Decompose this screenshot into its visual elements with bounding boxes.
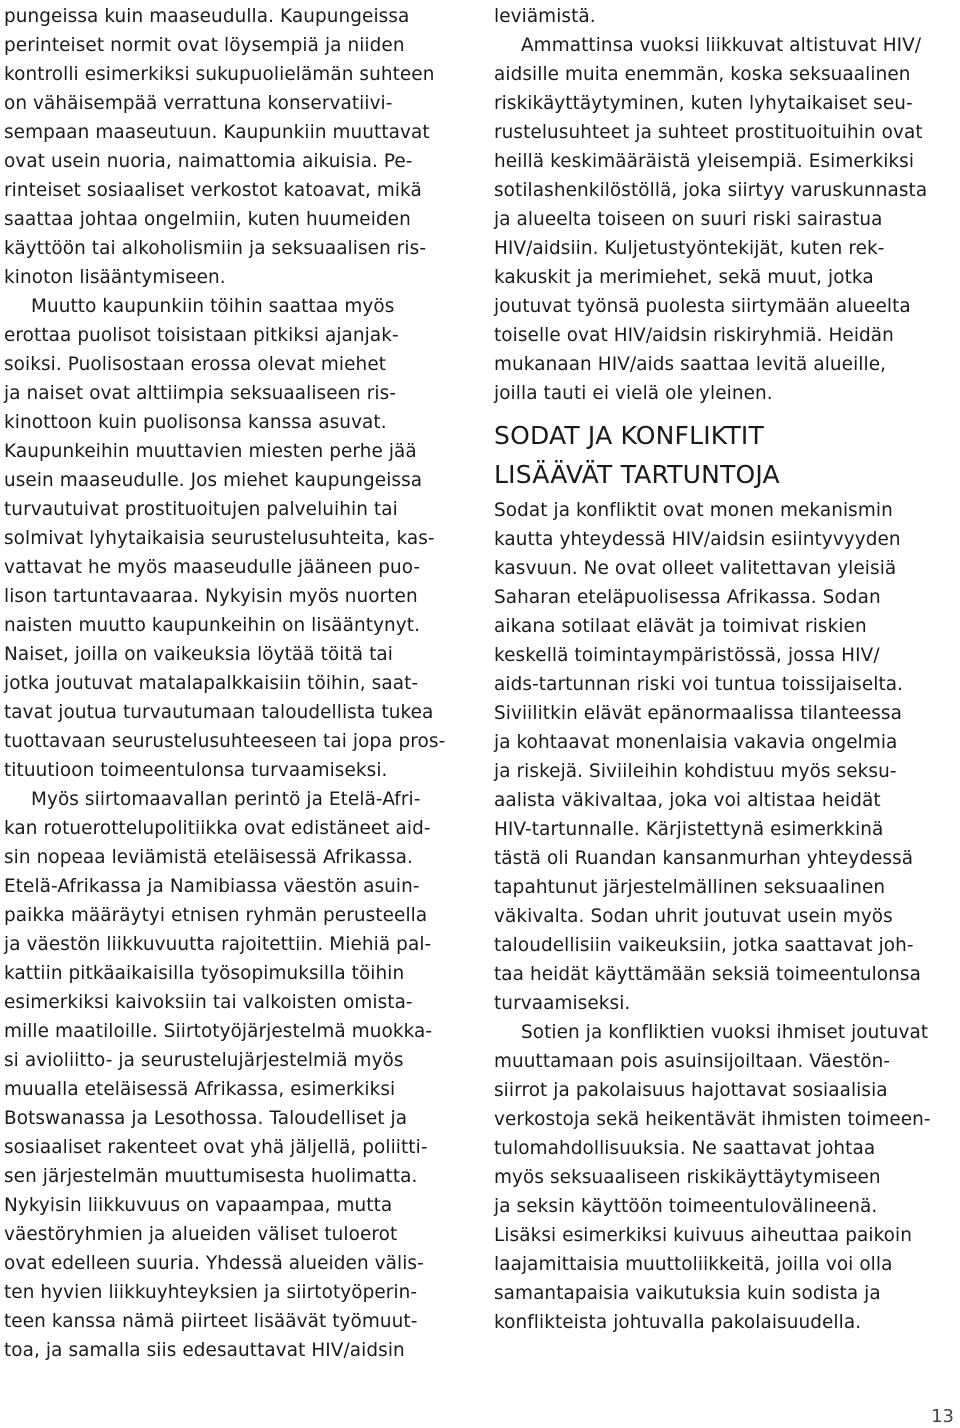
right-column-text-after-heading xyxy=(494,496,956,1337)
text-line: leviämistä. xyxy=(494,6,596,27)
right-text-column xyxy=(494,2,956,1337)
text-line: turvautuivat prostituoitujen palveluihin tai xyxy=(4,499,398,520)
text-line: aidsille muita enemmän, koska seksuaalinen xyxy=(494,64,911,85)
text-line: aalista väkivaltaa, joka voi altistaa heidät xyxy=(494,790,881,811)
text-line: samantapaisia vaikutuksia kuin sodista ja xyxy=(494,1283,881,1304)
text-line: Saharan eteläpuolisessa Afrikassa. Sodan xyxy=(494,587,881,608)
text-line: aids-tartunnan riski voi tuntua toissijaiselta. xyxy=(494,674,904,695)
text-line: taa heidät käyttämään seksiä toimeentulonsa xyxy=(494,964,921,985)
text-line: ovat edelleen suuria. Yhdessä alueiden välis- xyxy=(4,1253,424,1274)
text-line: kautta yhteydessä HIV/aidsin esiintyvyyden xyxy=(494,529,901,550)
text-line: väestöryhmien ja alueiden väliset tuloerot xyxy=(4,1224,398,1245)
text-line: ja väestön liikkuvuutta rajoitettiin. Miehiä pal- xyxy=(4,934,432,955)
text-line: keskellä toimintaympäristössä, jossa HIV/ xyxy=(494,645,880,666)
text-line: kattiin pitkäaikaisilla työsopimuksilla töihin xyxy=(4,963,405,984)
text-line: usein maaseudulle. Jos miehet kaupungeissa xyxy=(4,470,423,491)
text-line: laajamittaisia muuttoliikkeitä, joilla voi olla xyxy=(494,1254,893,1275)
text-line: Siviilitkin elävät epänormaalissa tilanteessa xyxy=(494,703,902,724)
text-line: tuottavaan seurustelusuhteeseen tai jopa pros- xyxy=(4,731,446,752)
text-line: rinteiset sosiaaliset verkostot katoavat, mikä xyxy=(4,180,422,201)
heading-line: LISÄÄVÄT TARTUNTOJA xyxy=(494,460,780,489)
text-line: toiselle ovat HIV/aidsin riskiryhmiä. Heidän xyxy=(494,325,894,346)
text-line: Naiset, joilla on vaikeuksia löytää töitä tai xyxy=(4,644,394,665)
right-column-text-before-heading xyxy=(494,2,956,408)
text-line: tavat joutua turvautumaan taloudellista tukea xyxy=(4,702,434,723)
text-line: sosiaaliset rakenteet ovat yhä jäljellä, poliitti- xyxy=(4,1137,428,1158)
text-line: kinoton lisääntymiseen. xyxy=(4,267,226,288)
text-line: rustelusuhteet ja suhteet prostituoituihin ovat xyxy=(494,122,923,143)
text-line: väkivalta. Sodan uhrit joutuvat usein myös xyxy=(494,906,893,927)
text-line: ja riskejä. Siviileihin kohdistuu myös seksu- xyxy=(494,761,897,782)
text-line: mille maatiloille. Siirtotyöjärjestelmä muokka- xyxy=(4,1021,433,1042)
text-line: ja kohtaavat monenlaisia vakavia ongelmia xyxy=(494,732,898,753)
text-line: si avioliitto- ja seurustelujärjestelmiä myös xyxy=(4,1050,404,1071)
text-line: tästä oli Ruandan kansanmurhan yhteydessä xyxy=(494,848,914,869)
left-text-column xyxy=(4,2,466,1365)
text-line: vattavat he myös maaseudulle jääneen puo- xyxy=(4,557,421,578)
text-line: kasvuun. Ne ovat olleet valitettavan yleisiä xyxy=(494,558,897,579)
text-line: HIV/aidsiin. Kuljetustyöntekijät, kuten rek- xyxy=(494,238,885,259)
text-line: myös seksuaaliseen riskikäyttäytymiseen xyxy=(494,1167,881,1188)
text-line: erottaa puolisot toisistaan pitkiksi ajanjak- xyxy=(4,325,399,346)
text-line: Ammattinsa vuoksi liikkuvat altistuvat HIV/ xyxy=(521,35,922,56)
text-line: pungeissa kuin maaseudulla. Kaupungeissa xyxy=(4,6,410,27)
text-line: paikka määräytyi etnisen ryhmän perusteella xyxy=(4,905,428,926)
text-line: Sotien ja konfliktien vuoksi ihmiset joutuvat xyxy=(521,1022,929,1043)
text-line: kakuskit ja merimiehet, sekä muut, jotka xyxy=(494,267,874,288)
text-line: turvaamiseksi. xyxy=(494,993,631,1014)
text-line: jotka joutuvat matalapalkkaisiin töihin, saat- xyxy=(4,673,419,694)
text-line: heillä keskimääräistä yleisempiä. Esimerkiksi xyxy=(494,151,915,172)
text-line: perinteiset normit ovat löysempiä ja niiden xyxy=(4,35,405,56)
text-line: Etelä-Afrikassa ja Namibiassa väestön asuin- xyxy=(4,876,420,897)
text-line: saattaa johtaa ongelmiin, kuten huumeiden xyxy=(4,209,411,230)
text-line: kan rotuerottelupolitiikka ovat edistäneet aid- xyxy=(4,818,431,839)
text-line: muuttamaan pois asuinsijoiltaan. Väestön- xyxy=(494,1051,891,1072)
text-line: verkostoja sekä heikentävät ihmisten toimeen- xyxy=(494,1109,931,1130)
text-line: soiksi. Puolisostaan erossa olevat miehet xyxy=(4,354,387,375)
text-line: joilla tauti ei vielä ole yleinen. xyxy=(494,383,773,404)
text-line: ja alueelta toiseen on suuri riski sairastua xyxy=(494,209,883,230)
text-line: joutuvat työnsä puolesta siirtymään alueelta xyxy=(494,296,911,317)
text-line: sin nopeaa leviämistä eteläisessä Afrikassa. xyxy=(4,847,413,868)
text-line: teen kanssa nämä piirteet lisäävät työmuut- xyxy=(4,1311,418,1332)
text-line: ja seksin käyttöön toimeentulovälineenä. xyxy=(494,1196,878,1217)
text-line: Lisäksi esimerkiksi kuivuus aiheuttaa paikoin xyxy=(494,1225,912,1246)
page-number: 13 xyxy=(931,1406,954,1427)
text-line: sotilashenkilöstöllä, joka siirtyy varuskunnasta xyxy=(494,180,928,201)
text-line: Botswanassa ja Lesothossa. Taloudelliset ja xyxy=(4,1108,408,1129)
text-line: on vähäisempää verrattuna konservatiivi- xyxy=(4,93,393,114)
text-line: Myös siirtomaavallan perintö ja Etelä-Afri- xyxy=(31,789,421,810)
text-line: tapahtunut järjestelmällinen seksuaalinen xyxy=(494,877,886,898)
text-line: aikana sotilaat elävät ja toimivat riskien xyxy=(494,616,867,637)
text-line: esimerkiksi kaivoksiin tai valkoisten omista- xyxy=(4,992,413,1013)
text-line: Kaupunkeihin muuttavien miesten perhe jää xyxy=(4,441,417,462)
text-line: naisten muutto kaupunkeihin on lisääntynyt. xyxy=(4,615,421,636)
text-line: Muutto kaupunkiin töihin saattaa myös xyxy=(31,296,395,317)
text-line: toa, ja samalla siis edesauttavat HIV/aidsin xyxy=(4,1340,405,1361)
text-line: ja naiset ovat alttiimpia seksuaaliseen ris- xyxy=(4,383,397,404)
text-line: Nykyisin liikkuvuus on vapaampaa, mutta xyxy=(4,1195,393,1216)
text-line: muualla eteläisessä Afrikassa, esimerkiksi xyxy=(4,1079,396,1100)
text-line: taloudellisiin vaikeuksiin, jotka saattavat joh- xyxy=(494,935,914,956)
text-line: lison tartuntavaaraa. Nykyisin myös nuorten xyxy=(4,586,418,607)
text-line: sempaan maaseutuun. Kaupunkiin muuttavat xyxy=(4,122,430,143)
text-line: riskikäyttäytyminen, kuten lyhytaikaiset seu- xyxy=(494,93,913,114)
text-line: tulomahdollisuuksia. Ne saattavat johtaa xyxy=(494,1138,876,1159)
text-line: konflikteista johtuvalla pakolaisuudella. xyxy=(494,1312,862,1333)
text-line: kontrolli esimerkiksi sukupuolielämän suhteen xyxy=(4,64,435,85)
text-line: kinottoon kuin puolisonsa kanssa asuvat. xyxy=(4,412,387,433)
text-line: Sodat ja konfliktit ovat monen mekanismin xyxy=(494,500,893,521)
text-line: tituutioon toimeentulonsa turvaamiseksi. xyxy=(4,760,388,781)
section-heading xyxy=(494,416,956,494)
text-line: sen järjestelmän muuttumisesta huolimatta. xyxy=(4,1166,418,1187)
heading-line: SODAT JA KONFLIKTIT xyxy=(494,421,764,450)
text-line: ovat usein nuoria, naimattomia aikuisia. Pe- xyxy=(4,151,413,172)
text-line: HIV-tartunnalle. Kärjistettynä esimerkkinä xyxy=(494,819,884,840)
text-line: ten hyvien liikkuyhteyksien ja siirtotyöperin- xyxy=(4,1282,418,1303)
text-line: mukanaan HIV/aids saattaa levitä alueille, xyxy=(494,354,887,375)
text-line: solmivat lyhytaikaisia seurustelusuhteita, kas- xyxy=(4,528,435,549)
text-line: siirrot ja pakolaisuus hajottavat sosiaalisia xyxy=(494,1080,888,1101)
text-line: käyttöön tai alkoholismiin ja seksuaalisen ris- xyxy=(4,238,427,259)
